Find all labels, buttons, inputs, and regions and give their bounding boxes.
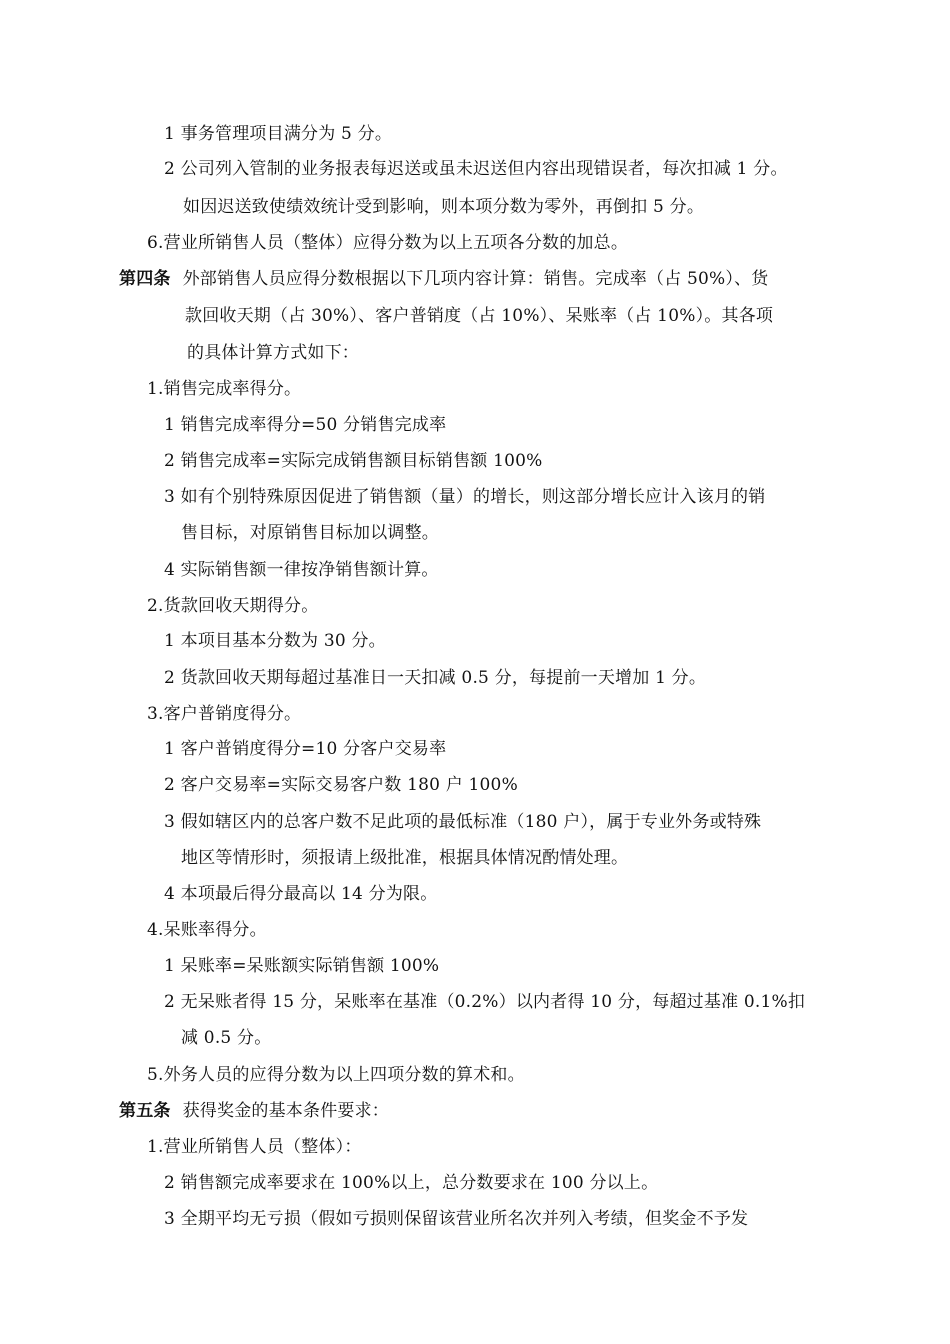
article-four-line [119, 267, 769, 291]
section-heading: 2.货款回收天期得分。 [147, 596, 319, 616]
article-five-label: 第五条 [119, 1101, 171, 1121]
text-line: 2 客户交易率=实际交易客户数 180 户 100% [164, 775, 518, 795]
text-line: 2 销售完成率=实际完成销售额目标销售额 100% [164, 451, 543, 471]
text-line: 5.外务人员的应得分数为以上四项分数的算术和。 [147, 1065, 525, 1085]
text-line: 2 无呆账者得 15 分，呆账率在基准（0.2%）以内者得 10 分，每超过基准 0.1%扣 [164, 992, 806, 1012]
text-line: 3 假如辖区内的总客户数不足此项的最低标准（180 户），属于专业外务或特殊 [164, 812, 762, 832]
text-line: 款回收天期（占 30%）、客户普销度（占 10%）、呆账率（占 10%）。其各项 [185, 306, 774, 326]
text-line: 的具体计算方式如下： [187, 343, 359, 363]
text-line: 3 全期平均无亏损（假如亏损则保留该营业所名次并列入考绩，但奖金不予发 [164, 1209, 749, 1229]
text-line: 1 事务管理项目满分为 5 分。 [164, 124, 393, 144]
text-line: 2 销售额完成率要求在 100%以上，总分数要求在 100 分以上。 [164, 1173, 659, 1193]
text-line: 4 实际销售额一律按净销售额计算。 [164, 560, 439, 580]
article-four-label: 第四条 [119, 269, 171, 289]
text-line: 1 呆账率=呆账额实际销售额 100% [164, 956, 440, 976]
text-line: 2 货款回收天期每超过基准日一天扣减 0.5 分，每提前一天增加 1 分。 [164, 668, 707, 688]
text-line: 如因迟送致使绩效统计受到影响，则本项分数为零外，再倒扣 5 分。 [183, 197, 705, 217]
text-line: 2 公司列入管制的业务报表每迟送或虽未迟送但内容出现错误者，每次扣减 1 分。 [164, 159, 788, 179]
text-line: 减 0.5 分。 [181, 1028, 272, 1048]
text-line: 获得奖金的基本条件要求： [182, 1101, 390, 1121]
text-line: 1 本项目基本分数为 30 分。 [164, 631, 386, 651]
section-heading: 3.客户普销度得分。 [147, 704, 302, 724]
text-line: 外部销售人员应得分数根据以下几项内容计算：销售。完成率（占 50%）、货 [182, 269, 769, 289]
text-line: 1 销售完成率得分=50 分销售完成率 [164, 415, 447, 435]
text-line: 3 如有个别特殊原因促进了销售额（量）的增长，则这部分增长应计入该月的销 [164, 487, 766, 507]
text-line: 售目标，对原销售目标加以调整。 [181, 523, 439, 543]
section-heading: 1.销售完成率得分。 [147, 379, 302, 399]
text-line: 1 客户普销度得分=10 分客户交易率 [164, 739, 447, 759]
article-five-line [119, 1099, 389, 1123]
text-line: 4 本项最后得分最高以 14 分为限。 [164, 884, 438, 904]
section-heading: 4.呆账率得分。 [147, 920, 267, 940]
text-line: 6.营业所销售人员（整体）应得分数为以上五项各分数的加总。 [147, 233, 629, 253]
text-line: 地区等情形时，须报请上级批准，根据具体情况酌情处理。 [181, 848, 629, 868]
section-heading: 1.营业所销售人员（整体）： [147, 1137, 362, 1157]
